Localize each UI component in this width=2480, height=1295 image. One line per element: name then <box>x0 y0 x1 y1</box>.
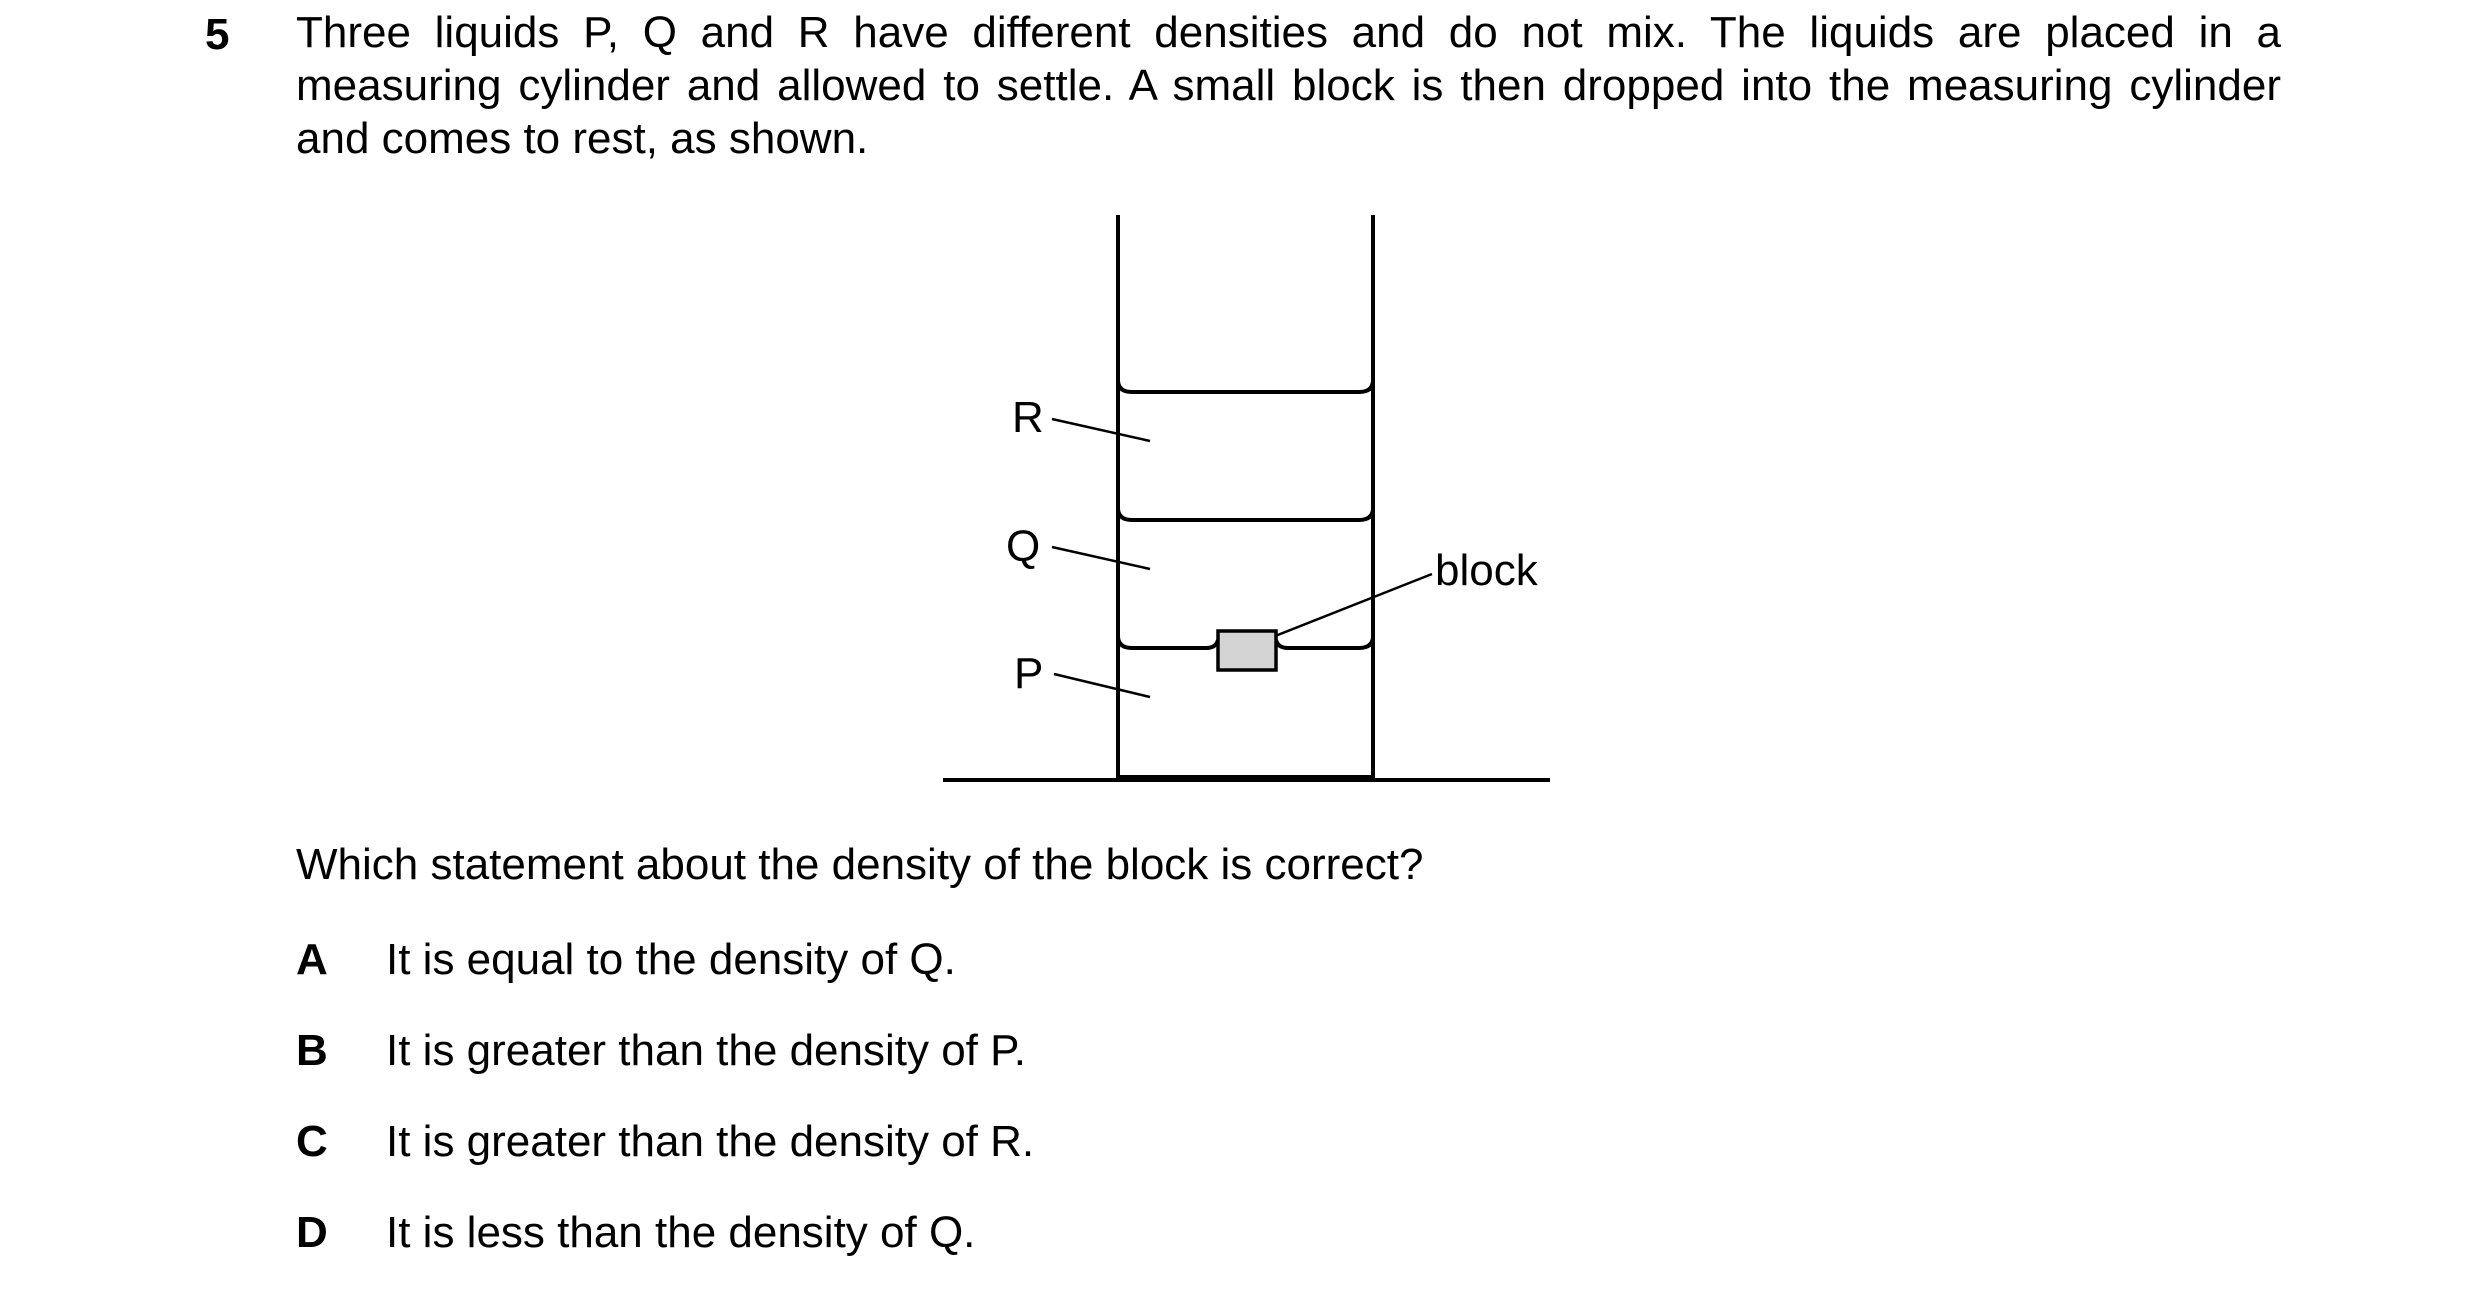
label-liquid-r: R <box>1012 393 1044 442</box>
leader-line-p <box>1054 674 1150 697</box>
meniscus-q-p-boundary-right <box>1276 636 1373 648</box>
option-b[interactable] <box>296 1024 1696 1077</box>
option-letter: C <box>296 1117 328 1166</box>
block <box>1218 631 1276 670</box>
meniscus-r-top <box>1118 380 1373 392</box>
option-text: It is greater than the density of R. <box>386 1117 1035 1166</box>
option-letter: D <box>296 1208 328 1257</box>
label-block: block <box>1435 546 1538 595</box>
leader-line-q <box>1052 547 1150 569</box>
option-text: It is less than the density of Q. <box>386 1208 976 1257</box>
label-liquid-p: P <box>1014 649 1044 698</box>
question-number: 5 <box>205 10 230 59</box>
option-text: It is greater than the density of P. <box>386 1026 1027 1075</box>
leader-line-r <box>1052 419 1150 441</box>
option-c[interactable] <box>296 1115 1696 1168</box>
question-prompt: Which statement about the density of the block is correct? <box>296 840 1424 889</box>
option-d[interactable] <box>296 1206 1696 1259</box>
question-text: Three liquids P, Q and R have different densities and do not mix. The liquids are placed in a measuring cylinder and allowed to settle. A small block is then dropped into the measuring cylinder and comes to rest, as shown. <box>296 8 2281 163</box>
meniscus-r-q-boundary <box>1118 508 1373 520</box>
leader-line-block <box>1260 574 1432 642</box>
meniscus-q-p-boundary-left <box>1118 636 1218 648</box>
option-text: It is equal to the density of Q. <box>386 935 956 984</box>
option-letter: A <box>296 935 328 984</box>
option-a[interactable] <box>296 933 1696 986</box>
option-letter: B <box>296 1026 328 1075</box>
label-liquid-q: Q <box>1006 522 1041 571</box>
